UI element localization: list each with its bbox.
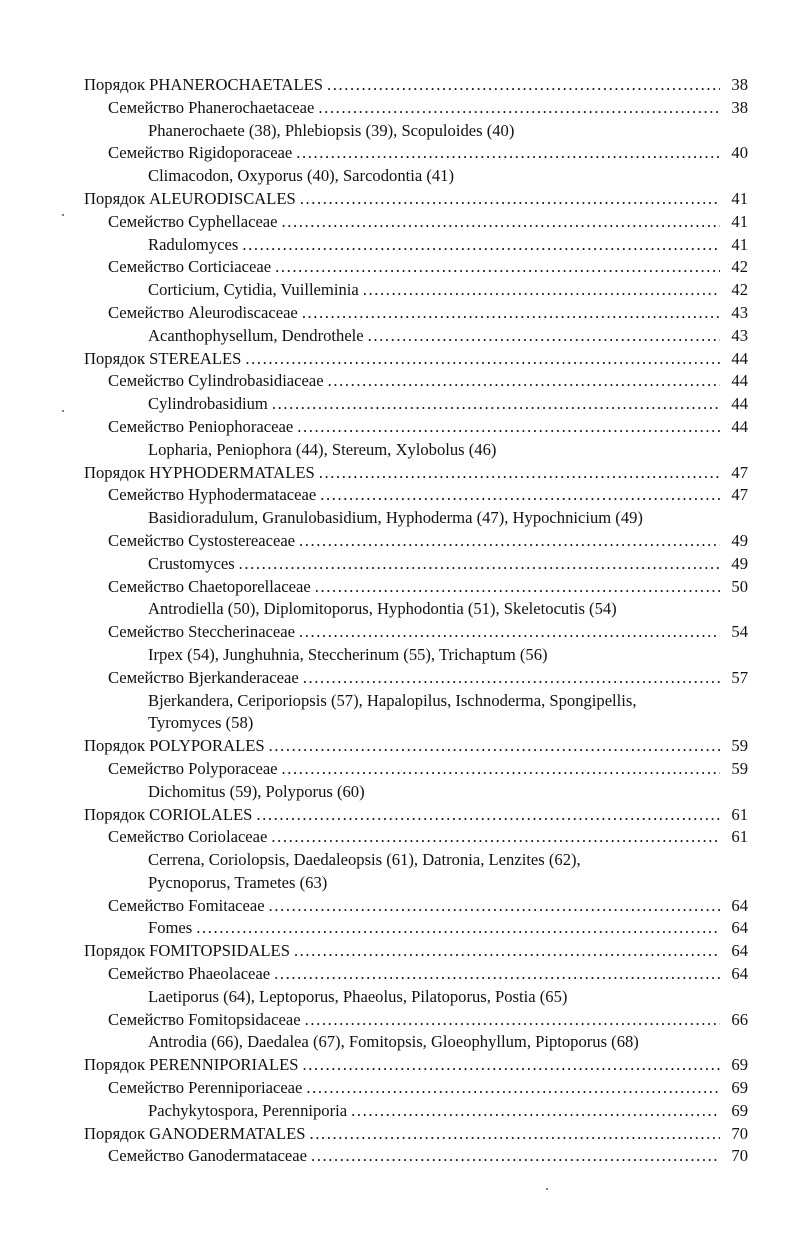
toc-page-number: 59 — [731, 736, 748, 756]
toc-page-number: 70 — [731, 1146, 748, 1166]
dot-leader — [302, 302, 720, 325]
dot-leader — [303, 1054, 720, 1077]
toc-entry-text: Порядок CORIOLALES — [84, 804, 253, 824]
dot-leader — [271, 826, 720, 849]
toc-entry-text: Семейство Phaeolaceae — [108, 964, 271, 984]
toc-order-entry — [84, 735, 748, 758]
toc-order-entry — [84, 1054, 748, 1077]
toc-entry-text: Порядок POLYPORALES — [84, 736, 265, 756]
toc-order-entry — [84, 804, 748, 827]
dot-leader — [294, 940, 720, 963]
dot-leader — [269, 735, 720, 758]
toc-order-entry — [84, 188, 748, 211]
toc-page-number: 50 — [731, 576, 748, 596]
dot-leader — [274, 963, 720, 986]
toc-page-number: 42 — [731, 280, 748, 300]
toc-genus-entry — [84, 849, 748, 872]
dot-leader — [282, 211, 720, 234]
toc-entry-text: Phanerochaete (38), Phlebiopsis (39), Scopuloides (40) — [148, 120, 515, 140]
toc-family-entry — [84, 530, 748, 553]
toc-entry-text: Antrodiella (50), Diplomitoporus, Hyphodontia (51), Skeletocutis (54) — [148, 599, 617, 619]
toc-family-entry — [84, 302, 748, 325]
toc-entry-text: Семейство Bjerkanderaceae — [108, 667, 299, 687]
toc-entry-text: Bjerkandera, Ceriporiopsis (57), Hapalopilus, Ischnoderma, Spongipellis, — [148, 690, 637, 710]
dot-leader — [269, 895, 720, 918]
toc-entry-text: Lopharia, Peniophora (44), Stereum, Xylobolus (46) — [148, 439, 497, 459]
toc-family-entry — [84, 142, 748, 165]
toc-entry-text: Cerrena, Coriolopsis, Daedaleopsis (61), Datronia, Lenzites (62), — [148, 850, 581, 870]
toc-entry-text: Семейство Corticiaceae — [108, 257, 272, 277]
toc-genus-entry — [84, 234, 748, 257]
toc-page-number: 69 — [731, 1055, 748, 1075]
toc-entry-text: Семейство Perenniporiaceae — [108, 1078, 303, 1098]
toc-entry-text: Семейство Coriolaceae — [108, 827, 268, 847]
toc-page-number: 64 — [731, 895, 748, 915]
toc-entry-text: Семейство Steccherinaceae — [108, 622, 296, 642]
dot-leader — [327, 74, 720, 97]
toc-genus-entry — [84, 598, 748, 621]
toc-entry-text: Corticium, Cytidia, Vuilleminia — [148, 280, 359, 300]
toc-entry-text: Семейство Aleurodiscaceae — [108, 302, 298, 322]
dot-leader — [272, 393, 720, 416]
toc-entry-text: Семейство Cylindrobasidiaceae — [108, 371, 324, 391]
toc-page-number: 61 — [731, 804, 748, 824]
toc-family-entry — [84, 667, 748, 690]
toc-genus-entry — [84, 986, 748, 1009]
toc-genus-entry — [84, 712, 748, 735]
toc-genus-entry — [84, 120, 748, 143]
toc-page-number: 47 — [731, 485, 748, 505]
toc-family-entry — [84, 826, 748, 849]
toc-order-entry — [84, 1123, 748, 1146]
toc-order-entry — [84, 74, 748, 97]
dot-leader — [275, 256, 720, 279]
toc-entry-text: Семейство Phanerochaetaceae — [108, 97, 315, 117]
toc-entry-text: Порядок ALEURODISCALES — [84, 188, 296, 208]
toc-order-entry — [84, 348, 748, 371]
toc-family-entry — [84, 963, 748, 986]
dot-leader — [196, 917, 720, 940]
toc-order-entry — [84, 940, 748, 963]
toc-page-number: 38 — [731, 97, 748, 117]
scan-speck — [62, 214, 64, 216]
dot-leader — [282, 758, 720, 781]
toc-entry-text: Порядок GANODERMATALES — [84, 1123, 306, 1143]
toc-genus-entry — [84, 279, 748, 302]
toc-family-entry — [84, 370, 748, 393]
toc-page-number: 69 — [731, 1078, 748, 1098]
toc-entry-text: Cylindrobasidium — [148, 394, 268, 414]
toc-entry-text: Basidioradulum, Granulobasidium, Hyphoderma (47), Hypochnicium (49) — [148, 508, 643, 528]
toc-page-number: 43 — [731, 325, 748, 345]
toc-entry-text: Dichomitus (59), Polyporus (60) — [148, 781, 365, 801]
toc-page-number: 49 — [731, 530, 748, 550]
toc-order-entry — [84, 462, 748, 485]
toc-page-number: 44 — [731, 394, 748, 414]
dot-leader — [319, 462, 720, 485]
toc-page-number: 44 — [731, 348, 748, 368]
toc-family-entry — [84, 621, 748, 644]
toc-page-number: 66 — [731, 1009, 748, 1029]
toc-page-number: 64 — [731, 964, 748, 984]
toc-entry-text: Antrodia (66), Daedalea (67), Fomitopsis, Gloeophyllum, Piptoporus (68) — [148, 1032, 639, 1052]
toc-entry-text: Семейство Hyphodermataceae — [108, 485, 317, 505]
toc-entry-text: Семейство Cystostereaceae — [108, 530, 296, 550]
toc-entry-text: Pycnoporus, Trametes (63) — [148, 872, 328, 892]
toc-family-entry — [84, 895, 748, 918]
toc-genus-entry — [84, 690, 748, 713]
toc-entry-text: Crustomyces — [148, 553, 235, 573]
toc-page-number: 41 — [731, 211, 748, 231]
toc-entry-text: Семейство Rigidoporaceae — [108, 143, 293, 163]
toc-family-entry — [84, 97, 748, 120]
dot-leader — [306, 1077, 720, 1100]
dot-leader — [363, 279, 720, 302]
dot-leader — [297, 416, 720, 439]
dot-leader — [300, 188, 720, 211]
dot-leader — [328, 370, 720, 393]
toc-genus-entry — [84, 781, 748, 804]
toc-entry-text: Acanthophysellum, Dendrothele — [148, 325, 364, 345]
toc-entry-text: Семейство Polyporaceae — [108, 758, 278, 778]
toc-page-number: 61 — [731, 827, 748, 847]
dot-leader — [351, 1100, 720, 1123]
toc-entry-text: Порядок STEREALES — [84, 348, 242, 368]
toc-entry-text: Семейство Peniophoraceae — [108, 416, 294, 436]
toc-family-entry — [84, 211, 748, 234]
toc-genus-entry — [84, 1100, 748, 1123]
dot-leader — [239, 553, 720, 576]
dot-leader — [318, 97, 720, 120]
dot-leader — [245, 348, 720, 371]
toc-page-number: 59 — [731, 758, 748, 778]
toc-entry-text: Radulomyces — [148, 234, 239, 254]
toc-entry-text: Семейство Fomitaceae — [108, 895, 265, 915]
toc-entry-text: Climacodon, Oxyporus (40), Sarcodontia (41) — [148, 166, 455, 186]
toc-entry-text: Pachykytospora, Perenniporia — [148, 1100, 348, 1120]
toc-genus-entry — [84, 507, 748, 530]
toc-entry-text: Laetiporus (64), Leptoporus, Phaeolus, Pilatoporus, Postia (65) — [148, 986, 568, 1006]
toc-entry-text: Порядок PHANEROCHAETALES — [84, 75, 323, 94]
toc-page-number: 57 — [731, 667, 748, 687]
table-of-contents — [84, 74, 748, 1168]
toc-genus-entry — [84, 917, 748, 940]
toc-entry-text: Irpex (54), Junghuhnia, Steccherinum (55), Trichaptum (56) — [148, 644, 548, 664]
toc-family-entry — [84, 1009, 748, 1032]
toc-page-number: 38 — [731, 75, 748, 94]
toc-page-number: 64 — [731, 941, 748, 961]
toc-page-number: 70 — [731, 1123, 748, 1143]
toc-genus-entry — [84, 439, 748, 462]
dot-leader — [368, 325, 720, 348]
toc-page-number: 43 — [731, 302, 748, 322]
toc-page-number: 49 — [731, 553, 748, 573]
toc-page-number: 64 — [731, 918, 748, 938]
toc-family-entry — [84, 758, 748, 781]
toc-entry-text: Семейство Chaetoporellaceae — [108, 576, 311, 596]
toc-page-number: 41 — [731, 234, 748, 254]
toc-page-number: 44 — [731, 371, 748, 391]
toc-page-number: 54 — [731, 622, 748, 642]
toc-family-entry — [84, 416, 748, 439]
toc-page-number: 44 — [731, 416, 748, 436]
toc-page-number: 69 — [731, 1100, 748, 1120]
toc-genus-entry — [84, 325, 748, 348]
toc-entry-text: Порядок HYPHODERMATALES — [84, 462, 315, 482]
toc-family-entry — [84, 484, 748, 507]
dot-leader — [309, 1123, 720, 1146]
toc-entry-text: Семейство Cyphellaceae — [108, 211, 278, 231]
dot-leader — [320, 484, 720, 507]
toc-page-number: 40 — [731, 143, 748, 163]
dot-leader — [315, 576, 720, 599]
scan-speck — [62, 410, 64, 412]
dot-leader — [242, 234, 720, 257]
toc-family-entry — [84, 576, 748, 599]
toc-genus-entry — [84, 165, 748, 188]
toc-entry-text: Порядок FOMITOPSIDALES — [84, 941, 290, 961]
dot-leader — [311, 1145, 720, 1168]
toc-entry-text: Tyromyces (58) — [148, 713, 254, 733]
toc-genus-entry — [84, 1031, 748, 1054]
dot-leader — [296, 142, 720, 165]
toc-genus-entry — [84, 393, 748, 416]
dot-leader — [299, 530, 720, 553]
toc-entry-text: Семейство Ganodermataceae — [108, 1146, 308, 1166]
toc-page-number: 42 — [731, 257, 748, 277]
dot-leader — [299, 621, 720, 644]
toc-genus-entry — [84, 644, 748, 667]
toc-entry-text: Fomes — [148, 918, 193, 938]
toc-family-entry — [84, 256, 748, 279]
toc-family-entry — [84, 1077, 748, 1100]
dot-leader — [303, 667, 720, 690]
toc-entry-text: Семейство Fomitopsidaceae — [108, 1009, 301, 1029]
toc-genus-entry — [84, 553, 748, 576]
toc-genus-entry — [84, 872, 748, 895]
toc-page-number: 47 — [731, 462, 748, 482]
toc-page-number: 41 — [731, 188, 748, 208]
dot-leader — [256, 804, 720, 827]
toc-entry-text: Порядок PERENNIPORIALES — [84, 1055, 299, 1075]
toc-family-entry — [84, 1145, 748, 1168]
dot-leader — [305, 1009, 720, 1032]
scan-speck — [546, 1188, 548, 1190]
